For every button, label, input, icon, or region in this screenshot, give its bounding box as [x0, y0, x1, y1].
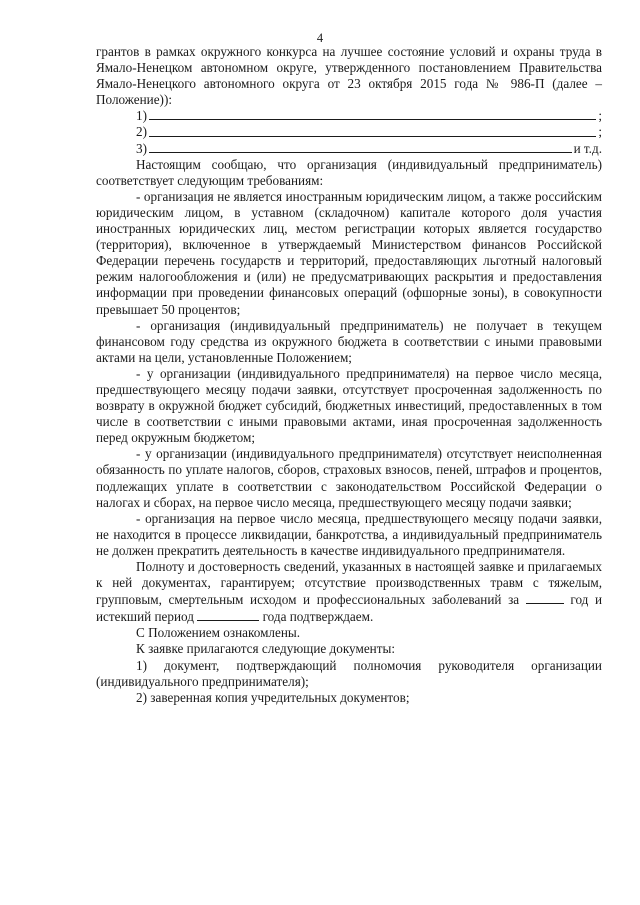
fill-line-3 [96, 141, 602, 157]
document-item: 2) заверенная копия учредительных документов; [136, 689, 410, 705]
guarantee-text-1: Полноту и достоверность сведений, указанных в настоящей заявке и прилагаемых к ней документах, гарантируем; отсутствие производственных травм с тяжелым, групповым, смертельным исходом и профессиональных заболеваний за [96, 559, 602, 608]
blank-field [149, 119, 596, 120]
fill-line-1 [96, 108, 602, 124]
fill-line-end: ; [598, 124, 602, 140]
document-body [96, 44, 602, 706]
fill-line-number: 3) [136, 140, 147, 156]
fill-line-2 [96, 124, 602, 140]
attachments-intro: К заявке прилагаются следующие документы: [136, 641, 396, 657]
acquainted-line: С Положением ознакомлены. [136, 625, 301, 641]
fill-line-end: и т.д. [573, 140, 602, 156]
requirement-item: - у организации (индивидуального предпринимателя) на первое число месяца, предшествующего месяцу подачи заявки, отсутствует просроченная задолженность по возврату в окружной бюджет субсидий, бюджетных инвестиций, предоставленных в том числе в соответствии с иными правовыми актами, иная просроченная задолженность перед окружным бюджетом; [96, 365, 602, 446]
blank-field [149, 152, 572, 153]
year-blank [526, 591, 564, 604]
guarantee-text-2: год и истекший период [96, 592, 603, 625]
page-number: 4 [316, 31, 324, 45]
requirement-item: - у организации (индивидуального предпринимателя) отсутствует неисполненная обязанность по уплате налогов, сборов, страховых взносов, пеней, штрафов и процентов, подлежащих уплате в соответствии с законодательством Российской Федерации о налогах и сборах, на первое число месяца, предшествующего месяцу подачи заявки; [96, 446, 602, 510]
document-item: 1) документ, подтверждающий полномочия руководителя организации (индивидуального предпринимателя); [96, 657, 602, 689]
requirement-item: - организация (индивидуальный предприниматель) не получает в текущем финансовом году средства из окружного бюджета в соответствии с иными правовыми актами на цели, установленные Положением; [96, 317, 602, 365]
blank-field [149, 136, 596, 137]
requirement-item: - организация не является иностранным юридическим лицом, а также российским юридическим лицом, в уставном (складочном) капитале которого доля участия иностранных юридических лиц, местом регистрации которых является государство (территория), включенное в утверждаемый Министерством финансов Российской Федерации перечень государств и территорий, предоставляющих льготный налоговый режим налогообложения и (или) не предусматривающих раскрытия и предоставления информации при проведении финансовых операций (офшорные зоны), в совокупности превышает 50 процентов; [96, 188, 602, 317]
fill-line-number: 1) [136, 108, 147, 124]
notify-paragraph: Настоящим сообщаю, что организация (индивидуальный предприниматель) соответствует следующим требованиям: [96, 156, 602, 188]
period-blank [197, 608, 259, 621]
fill-line-end: ; [598, 108, 602, 124]
intro-paragraph: грантов в рамках окружного конкурса на лучшее состояние условий и охраны труда в Ямало-Ненецком автономном округе, утвержденного постановлением Правительства Ямало-Ненецкого автономного округа от 23 октября 2015 года № 986-П (далее – Положение)): [96, 44, 602, 108]
guarantee-text-3: года подтверждаем. [262, 609, 374, 625]
guarantee-paragraph [96, 559, 602, 625]
requirement-item: - организация на первое число месяца, предшествующего месяцу подачи заявки, не находится в процессе ликвидации, банкротства, а индивидуальный предприниматель не должен прекратить деятельность в качестве индивидуального предпринимателя. [96, 510, 602, 558]
fill-line-number: 2) [136, 124, 147, 140]
